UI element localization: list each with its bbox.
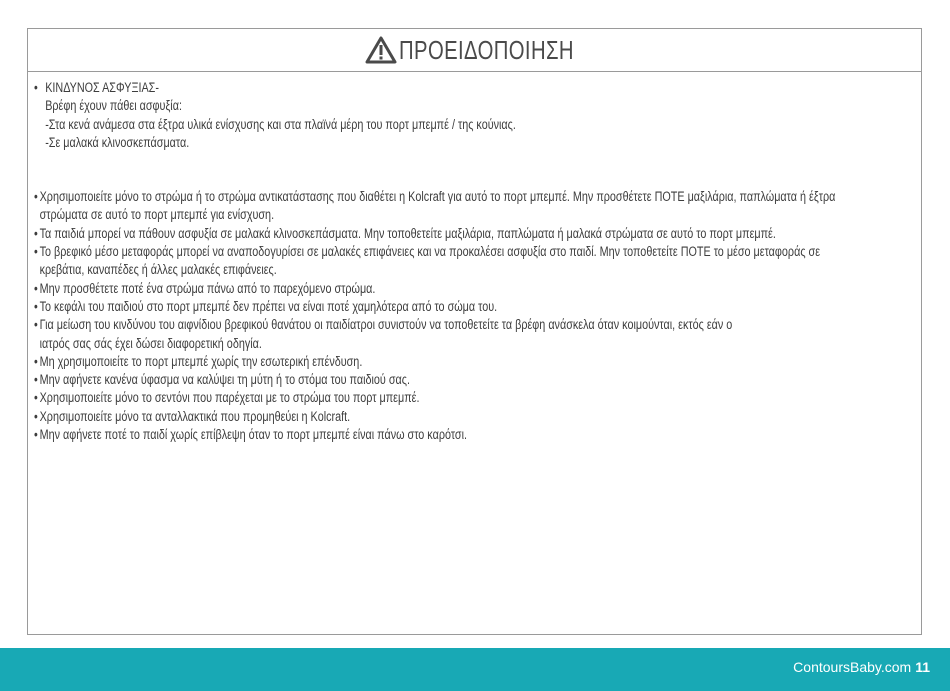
- warning-bullet: • Το κεφάλι του παιδιού στο πορτ μπεμπέ δεν πρέπει να είναι ποτέ χαμηλότερα από το σώμα του.: [34, 298, 498, 314]
- footer-site-link[interactable]: ContoursBaby.com: [793, 659, 912, 675]
- hazard-line: -Στα κενά ανάμεσα στα έξτρα υλικά ενίσχυσης και στα πλαϊνά μέρη του πορτ μπεμπέ / της κούνιας.: [45, 116, 516, 132]
- warning-bullet-list: [34, 188, 915, 444]
- page-footer: [0, 648, 950, 691]
- warning-triangle-icon: [365, 36, 397, 64]
- warning-bullet-continuation: κρεβάτια, καναπέδες ή άλλες μαλακές επιφάνειες.: [39, 262, 277, 278]
- hazard-title: • ΚΙΝΔΥΝΟΣ ΑΣΦΥΞΙΑΣ-: [34, 79, 739, 97]
- warning-bullet: • Μην αφήνετε ποτέ το παιδί χωρίς επίβλεψη όταν το πορτ μπεμπέ είναι πάνω στο καρότσι.: [34, 427, 467, 443]
- warning-bullet: • Χρησιμοποιείτε μόνο το σεντόνι που παρέχεται με το στρώμα του πορτ μπεμπέ.: [34, 390, 420, 406]
- hazard-line: Βρέφη έχουν πάθει ασφυξία:: [45, 98, 182, 114]
- warning-bullet: • Χρησιμοποιείτε μόνο το στρώμα ή το στρώμα αντικατάστασης που διαθέτει η Kolcraft για αυτό το πορτ μπεμπέ. Μην προσθέτετε ΠΟΤΕ μαξιλάρια, παπλώματα ή έξτρα: [34, 189, 836, 205]
- warning-box: [27, 28, 922, 635]
- warning-bullet-continuation: στρώματα σε αυτό το πορτ μπεμπέ για ενίσχυση.: [39, 207, 275, 223]
- footer-text: [793, 659, 930, 675]
- suffocation-hazard: [34, 79, 915, 152]
- warning-content: [34, 79, 915, 444]
- warning-bullet: • Το βρεφικό μέσο μεταφοράς μπορεί να αναποδογυρίσει σε μαλακές επιφάνειες και να προκαλέσει ασφυξία στο παιδί. Μην τοποθετείτε ΠΟΤΕ το μέσο μεταφοράς σε: [34, 244, 821, 260]
- warning-bullet: • Χρησιμοποιείτε μόνο τα ανταλλακτικά που προμηθεύει η Kolcraft.: [34, 408, 351, 424]
- warning-bullet: • Για μείωση του κινδύνου του αιφνίδιου βρεφικού θανάτου οι παιδίατροι συνιστούν να τοποθετείτε τα βρέφη ανάσκελα όταν κοιμούνται, εκτός εάν ο: [34, 317, 733, 333]
- warning-bullet: • Τα παιδιά μπορεί να πάθουν ασφυξία σε μαλακά κλινοσκεπάσματα. Μην τοποθετείτε μαξιλάρια, παπλώματα ή μαλακά στρώματα σε αυτό το πορτ μπεμπέ.: [34, 225, 776, 241]
- warning-bullet: • Μην προσθέτετε ποτέ ένα στρώμα πάνω από το παρεχόμενο στρώμα.: [34, 280, 376, 296]
- hazard-line: -Σε μαλακά κλινοσκεπάσματα.: [45, 134, 190, 150]
- page-number: 11: [915, 659, 930, 675]
- warning-bullet-continuation: ιατρός σας σάς έχει δώσει διαφορετική οδηγία.: [39, 335, 262, 351]
- warning-bullet: • Μην αφήνετε κανένα ύφασμα να καλύψει τη μύτη ή το στόμα του παιδιού σας.: [34, 372, 410, 388]
- warning-header: [28, 29, 921, 72]
- bullet-dot: •: [34, 80, 38, 95]
- warning-title: ΠΡΟΕΙΔΟΠΟΙΗΣΗ: [399, 34, 575, 65]
- warning-bullet: • Μη χρησιμοποιείτε το πορτ μπεμπέ χωρίς την εσωτερική επένδυση.: [34, 353, 363, 369]
